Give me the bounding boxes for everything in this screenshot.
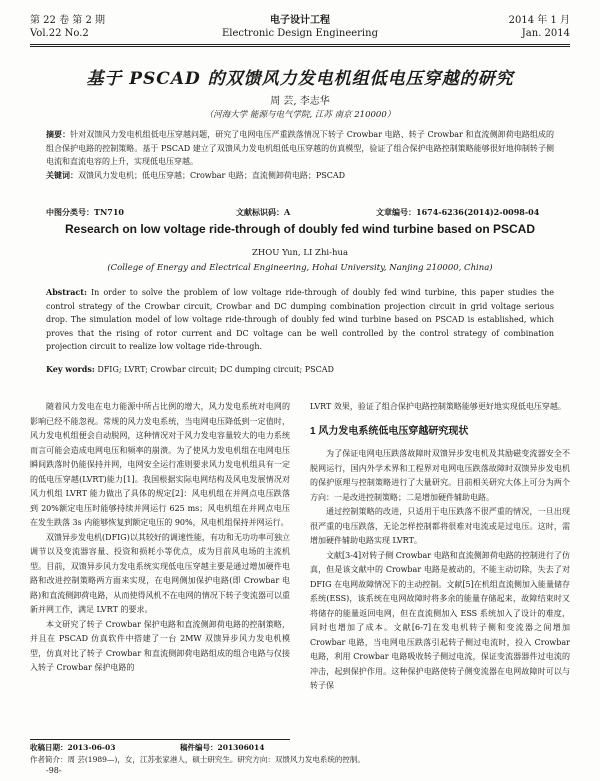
draft-number: 稿件编号：201306014 (180, 743, 265, 752)
footnote-rule (30, 739, 290, 740)
section-heading: 1 风力发电系统低电压穿越研究现状 (310, 425, 469, 437)
volume-en: Vol.22 No.2 (30, 28, 89, 39)
body-paragraph: 双馈异步发电机(DFIG)以其较好的调速性能，有功和无功功率可独立调节以及变流器容量、投资和损耗小等优点，成为目前风电场的主流机型。目前，双馈异步风力发电系统实现低电压穿越主要是通过增加硬件电路和改进控制策略两方面来实现，在电网侧加保护电路(即 Crowbar 电路)和直流侧卸荷电路，从而使得风机不在电网的情况下转子变流器可以重新并网工作，满足 LVRT 的要求。 (30, 532, 290, 614)
body-column-left (30, 400, 290, 676)
keywords-zh-label: 关键词： (46, 169, 78, 180)
authors-zh: 周 芸, 李志华 (270, 96, 330, 107)
keywords-zh-text: 双馈风力发电机；低电压穿越；Crowbar 电路；直流侧卸荷电路；PSCAD (78, 170, 346, 180)
affiliation-zh: （河海大学 能源与电气学院, 江苏 南京 210000） (204, 110, 396, 120)
abstract-en-text: In order to solve the problem of low voltage ride-through of doubly fed wind turbine, this paper studies the control strategy of the Crowbar circuit, Crowbar and DC dumping combination projection circuit in grid voltage serious drop. The simulation model of low voltage ride-through of doubly fed wind turbine based on PSCAD is established, which proves that the rising of rotor current and DC voltage can be well controlled by the control strategy of combination projection circuit to realize low voltage ride-through. (46, 288, 554, 351)
authors-en: ZHOU Yun, LI Zhi-hua (251, 248, 349, 258)
header-rule-top (30, 44, 570, 45)
body-paragraph: 通过控制策略的改进，只适用于电压跌落不很严重的情况，一旦出现很严重的电压跌落，无论怎样控制都将很难对电流或是过电压。这时，需增加硬件辅助电路实现 LVRT。 (310, 507, 570, 545)
date-en: Jan. 2014 (521, 28, 570, 39)
affiliation-en: (College of Energy and Electrical Engineering, Hohai University, Nanjing 210000, China) (107, 263, 493, 273)
header-rule-bottom (30, 46, 570, 47)
abstract-zh-text: 针对双馈风力发电机组低电压穿越问题，研究了电网电压严重跌落情况下转子 Crowbar 电路、转子 Crowbar 和直流侧卸荷电路组成的组合保护电路的控制策略。基于 PSCAD 建立了双馈风力发电机组低电压穿越的仿真模型，验证了组合保护电路控制策略能够很好地抑制转子侧电流和直流电容的上升，实现低电压穿越。 (46, 130, 554, 166)
date-zh: 2014 年 1 月 (508, 15, 570, 26)
journal-name-zh: 电子设计工程 (270, 15, 330, 26)
abstract-en-label: Abstract: (46, 287, 87, 297)
body-paragraph: 文献[3-4]对转子侧 Crowbar 电路和直流侧卸荷电路的控制进行了仿真，但是该文献中的 Crowbar 电路是被动的，不能主动切除，失去了对 DFIG 在电网故障情况下的主动控制。文献[5]在机组直流侧加入能量储存系统(ESS)，该系统在电网故障时将多余的能量存储起来，故障结束时又将储存的能量返回电网，但在直流侧加入 ESS 系统加入了设计的难度，同时也增加了成本。文献[6-7]在发电机转子侧和变流器之间增加 Crowbar 电路，当电网电压跌落引起转子侧过电流时，投入 Crowbar 电路，利用 Crowbar 电路吸收转子侧过电流，保证变流器器件过电流的冲击，起到保护作用。这种保护电路使转子侧变流器在电网故障时可以与转子保 (310, 550, 570, 690)
volume-zh: 第 22 卷 第 2 期 (30, 15, 105, 26)
journal-name-en: Electronic Design Engineering (222, 28, 378, 39)
author-bio: 作者简介：周 芸(1989—)，女，江苏张家港人，硕士研究生。研究方向：双馈风力发电系统的控制。 (30, 755, 365, 764)
journal-header (30, 14, 570, 44)
journal-name (30, 14, 570, 40)
clc-number: 中图分类号：TN710 (46, 207, 124, 217)
page-number: -98- (46, 766, 62, 775)
abstract-zh (46, 128, 554, 182)
abstract-zh-label: 摘要： (46, 129, 71, 139)
title-zh: 基于 PSCAD 的双馈风力发电机组低电压穿越的研究 (86, 69, 514, 89)
abstract-en (46, 286, 554, 354)
body-paragraph: 随着风力发电在电力能源中所占比例的增大，风力发电系统对电网的影响已经不能忽视。常规的风力发电系统，当电网电压降低到一定值时，风力发电机组便会自动脱网，这种情况对于风力发电容量较大的电力系统而言可能会造成电网电压和频率的崩溃。为了使风力发电机组在电网电压瞬间跌落时仍能保持并网，电网安全运行准则要求风力发电机组具有一定的低电压穿越(LVRT)能力[1]。我国根据实际电网结构及风电发展情况对风力机组 LVRT 能力做出了具体的规定[2]：风电机组在并网点电压跌落到 20%额定电压时能够持续并网运行 625 ms；风电机组在并网点电压在发生跌落 3s 内能够恢复到额定电压的 90%，风电机组保持并网运行。 (30, 402, 290, 527)
keywords-en-text: DFIG; LVRT; Crowbar circuit; DC dumping circuit; PSCAD (97, 365, 334, 374)
received-date: 收稿日期：2013-06-03 (30, 743, 116, 752)
body-paragraph: 本文研究了转子 Crowbar 保护电路和直流侧卸荷电路的控制策略，并且在 PSCAD 仿真软件中搭建了一台 2MW 双馈异步风力发电机模型，仿真对比了转子 Crowbar 和直流侧卸荷电路组成的组合电路与仅接入转子 Crowbar 保护电路的 (30, 619, 290, 672)
body-paragraph: LVRT 效果，验证了组合保护电路控制策略能够更好地实现低电压穿越。 (310, 402, 566, 411)
body-paragraph: 为了保证电网电压跌落故障时双馈异步发电机及其励磁变流器安全不脱网运行，国内外学术界和工程界对电网电压跌落故障时双馈异步发电机的保护原理与控制策略进行了大量研究。目前相关研究大体上可分为两个方向：一是改进控制策略；二是增加硬件辅助电路。 (310, 449, 570, 502)
keywords-en (46, 364, 554, 374)
issue-date (509, 14, 570, 40)
document-code: 文献标识码：A (236, 207, 291, 217)
title-en: Research on low voltage ride-through of doubly fed wind turbine based on PSCAD (64, 222, 536, 236)
article-number: 文章编号：1674-6236(2014)2-0098-04 (376, 207, 540, 217)
keywords-en-label: Key words: (46, 364, 95, 374)
body-column-right (310, 400, 570, 694)
footnote (30, 742, 570, 766)
